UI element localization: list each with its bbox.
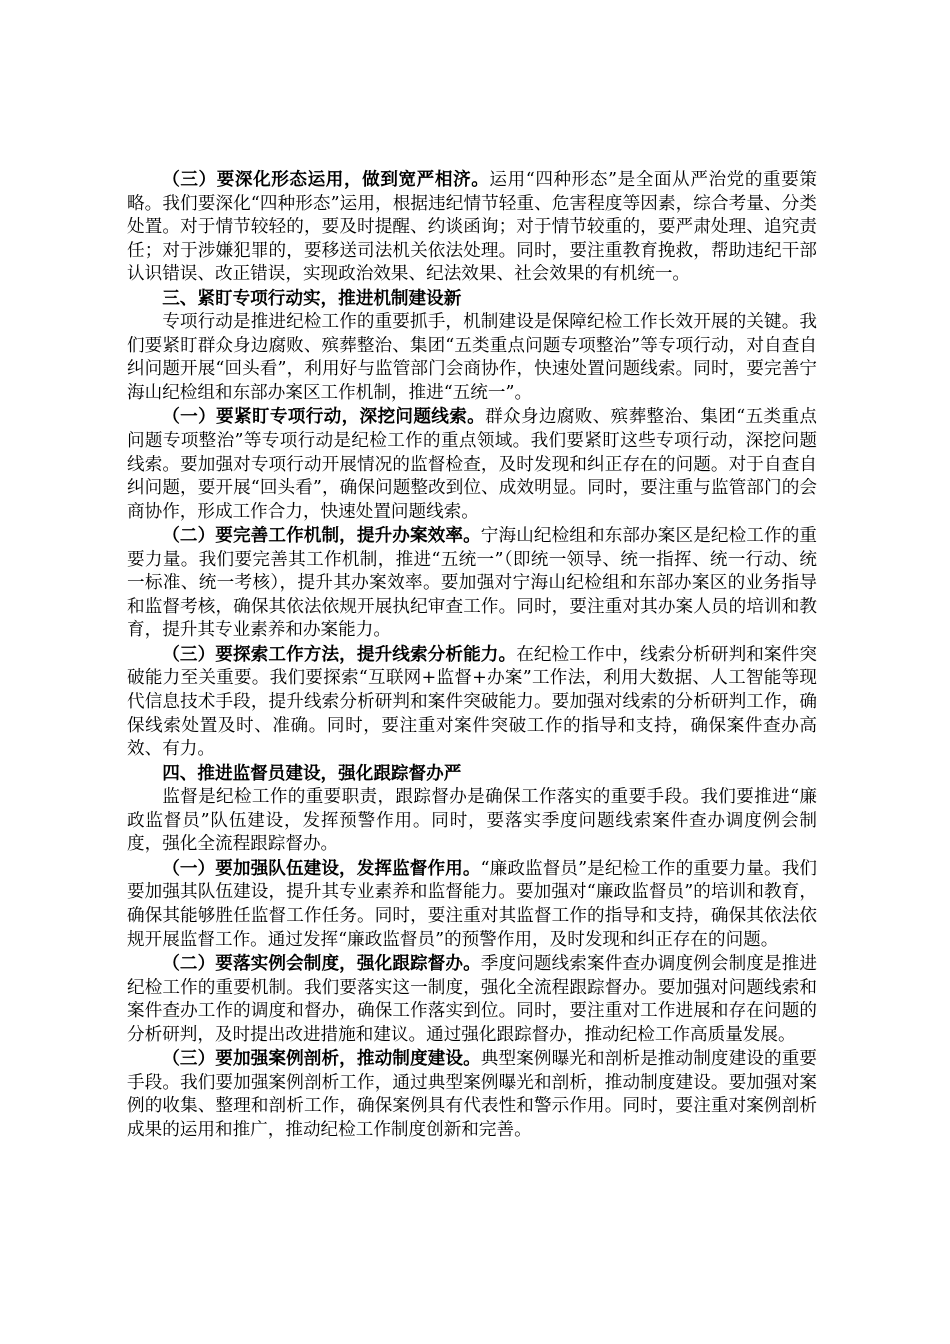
paragraph-text: “廉政监督员”是纪检工作的重要力量。我们要加强其队伍建设，提升其专业素养和监督能力。要加强对“廉政监督员”的培训和教育，确保其能够胜任监督工作任务。同时，要注重对其监督工作的指导和支持，确保其依法依规开展监督工作。通过发挥“廉政监督员”的预警作用，及时发现和纠正存在的问题。	[127, 858, 817, 950]
paragraph-10	[127, 1047, 817, 1142]
paragraph-lead: （二）要落实例会制度，强化跟踪督办。	[162, 953, 481, 975]
paragraph-lead: （一）要紧盯专项行动，深挖问题线索。	[162, 406, 486, 428]
paragraph-text: 在纪检工作中，线索分析研判和案件突破能力至关重要。我们要探索“互联网+监督+办案”工作法，利用大数据、人工智能等现代信息技术手段，提升线索分析研判和案件突破能力。要加强对线索的分析研判工作，确保线索处置及时、准确。同时，要注重对案件突破工作的指导和支持，确保案件查办高效、有力。	[127, 644, 817, 760]
paragraph-9	[127, 952, 817, 1047]
paragraph-5	[127, 643, 817, 762]
document-page	[127, 168, 817, 1142]
paragraph-7	[127, 785, 817, 857]
paragraph-text: 监督是纪检工作的重要职责，跟踪督办是确保工作落实的重要手段。我们要推进“廉政监督员”队伍建设，发挥预警作用。同时，要落实季度问题线索案件查办调度例会制度，强化全流程跟踪督办。	[127, 787, 817, 855]
paragraph-text: 专项行动是推进纪检工作的重要抓手，机制建设是保障纪检工作长效开展的关键。我们要紧盯群众身边腐败、殡葬整治、集团“五类重点问题专项整治”等专项行动，对自查自纠问题开展“回头看”，利用好与监管部门会商协作，快速处置问题线索。同时，要完善宁海山纪检组和东部办案区工作机制，推进“五统一”。	[127, 312, 817, 403]
paragraph-0	[127, 168, 817, 287]
paragraph-lead: （一）要加强队伍建设，发挥监督作用。	[162, 857, 481, 879]
paragraph-lead: （三）要深化形态运用，做到宽严相济。	[162, 169, 490, 190]
paragraph-lead: （三）要加强案例剖析，推动制度建设。	[162, 1048, 481, 1070]
paragraph-lead: （三）要探索工作方法，提升线索分析能力。	[162, 643, 517, 665]
section-heading-3: 三、紧盯专项行动实，推进机制建设新	[162, 287, 462, 309]
paragraph-8	[127, 857, 817, 952]
paragraph-3	[127, 405, 817, 524]
paragraph-text: 群众身边腐败、殡葬整治、集团“五类重点问题专项整治”等专项行动是纪检工作的重点领域。我们要紧盯这些专项行动，深挖问题线索。要加强对专项行动开展情况的监督检查，及时发现和纠正存在的问题。对于自查自纠问题，要开展“回头看”，确保问题整改到位、成效明显。同时，要注重与监管部门的会商协作，形成工作合力，快速处置问题线索。	[127, 407, 817, 522]
paragraph-text: 运用“四种形态”是全面从严治党的重要策略。我们要深化“四种形态”运用，根据违纪情节轻重、危害程度等因素，综合考量、分类处置。对于情节较轻的，要及时提醒、约谈函询；对于情节较重的，要严肃处理、追究责任；对于涉嫌犯罪的，要移送司法机关依法处理。同时，要注重教育挽救，帮助违纪干部认识错误、改正错误，实现政治效果、纪法效果、社会效果的有机统一。	[127, 170, 817, 285]
paragraph-lead: （二）要完善工作机制，提升办案效率。	[162, 525, 481, 547]
paragraph-4	[127, 524, 817, 643]
paragraph-text: 宁海山纪检组和东部办案区是纪检工作的重要力量。我们要完善其工作机制，推进“五统一”（即统一领导、统一指挥、统一行动、统一标准、统一考核），提升其办案效率。要加强对宁海山纪检组和东部办案区的业务指导和监督考核，确保其依法依规开展执纪审查工作。同时，要注重对其办案人员的培训和教育，提升其专业素养和办案能力。	[127, 526, 817, 641]
paragraph-2	[127, 310, 817, 405]
paragraph-text: 季度问题线索案件查办调度例会制度是推进纪检工作的重要机制。我们要落实这一制度，强化全流程跟踪督办。要加强对问题线索和案件查办工作的调度和督办，确保工作落实到位。同时，要注重对工作进展和存在问题的分析研判，及时提出改进措施和建议。通过强化跟踪督办，推动纪检工作高质量发展。	[127, 954, 817, 1045]
paragraph-text: 典型案例曝光和剖析是推动制度建设的重要手段。我们要加强案例剖析工作，通过典型案例曝光和剖析，推动制度建设。要加强对案例的收集、整理和剖析工作，确保案例具有代表性和警示作用。同时，要注重对案例剖析成果的运用和推广，推动纪检工作制度创新和完善。	[127, 1049, 817, 1140]
section-heading-4: 四、推进监督员建设，强化跟踪督办严	[162, 762, 462, 784]
